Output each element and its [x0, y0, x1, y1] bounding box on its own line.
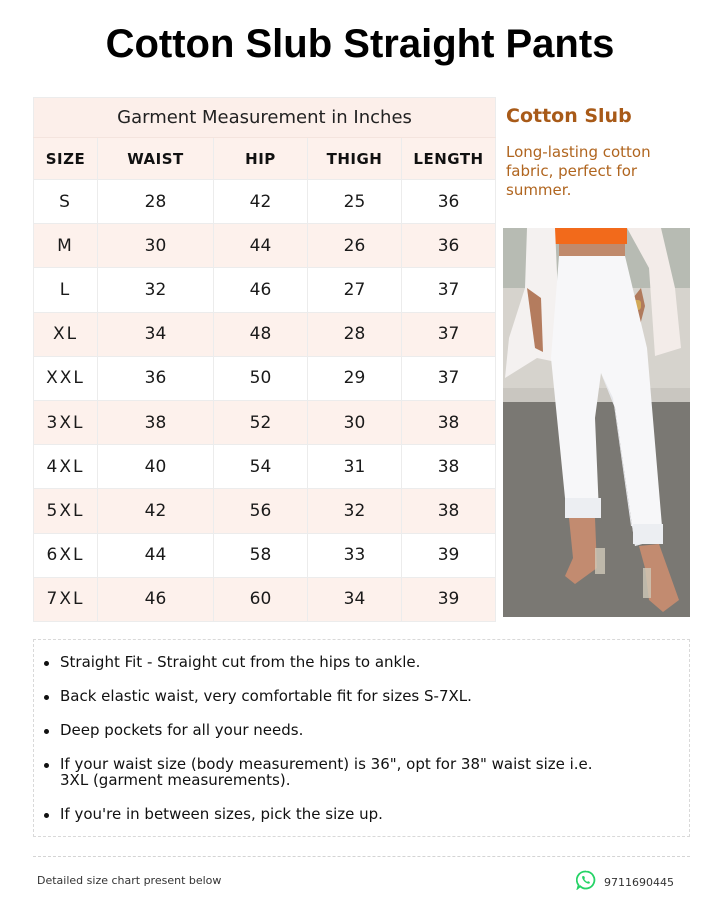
list-item: If your waist size (body measurement) is 36", opt for 38" waist size i.e. 3XL (garment measurements). [60, 756, 600, 788]
length-cell: 37 [402, 268, 496, 312]
length-cell: 39 [402, 533, 496, 577]
waist-cell: 38 [98, 400, 214, 444]
footer-divider [33, 856, 690, 857]
product-notes [33, 639, 690, 837]
table-row [34, 489, 496, 533]
hip-cell: 58 [214, 533, 308, 577]
hip-cell: 60 [214, 577, 308, 621]
thigh-cell: 33 [308, 533, 402, 577]
list-item: Deep pockets for all your needs. [60, 722, 620, 738]
hip-cell: 46 [214, 268, 308, 312]
length-cell: 38 [402, 400, 496, 444]
thigh-cell: 26 [308, 224, 402, 268]
fabric-description: Long-lasting cotton fabric, perfect for summer. [506, 143, 651, 199]
size-cell: XL [34, 312, 98, 356]
column-header-size: SIZE [34, 138, 98, 180]
length-cell: 39 [402, 577, 496, 621]
size-cell: 3XL [34, 400, 98, 444]
waist-cell: 32 [98, 268, 214, 312]
fabric-title: Cotton Slub [506, 105, 632, 127]
size-cell: M [34, 224, 98, 268]
table-row [34, 180, 496, 224]
phone-number: 9711690445 [604, 875, 674, 889]
thigh-cell: 34 [308, 577, 402, 621]
waist-cell: 46 [98, 577, 214, 621]
hip-cell: 50 [214, 356, 308, 400]
length-cell: 36 [402, 224, 496, 268]
column-header-thigh: THIGH [308, 138, 402, 180]
size-cell: 5XL [34, 489, 98, 533]
table-caption-row [34, 98, 496, 138]
hip-cell: 44 [214, 224, 308, 268]
length-cell: 37 [402, 356, 496, 400]
size-cell: 4XL [34, 445, 98, 489]
waist-cell: 30 [98, 224, 214, 268]
product-photo [503, 228, 690, 617]
table-caption: Garment Measurement in Inches [34, 98, 496, 138]
thigh-cell: 29 [308, 356, 402, 400]
size-cell: 6XL [34, 533, 98, 577]
notes-list [34, 640, 689, 822]
hip-cell: 54 [214, 445, 308, 489]
thigh-cell: 28 [308, 312, 402, 356]
length-cell: 38 [402, 489, 496, 533]
length-cell: 36 [402, 180, 496, 224]
table-row [34, 224, 496, 268]
waist-cell: 44 [98, 533, 214, 577]
column-header-length: LENGTH [402, 138, 496, 180]
column-header-waist: WAIST [98, 138, 214, 180]
table-row [34, 533, 496, 577]
list-item: Back elastic waist, very comfortable fit for sizes S-7XL. [60, 688, 620, 704]
whatsapp-icon [576, 870, 596, 894]
table-row [34, 400, 496, 444]
thigh-cell: 32 [308, 489, 402, 533]
hip-cell: 56 [214, 489, 308, 533]
thigh-cell: 27 [308, 268, 402, 312]
table-row [34, 312, 496, 356]
list-item: Straight Fit - Straight cut from the hips to ankle. [60, 654, 620, 670]
size-chart-note: Detailed size chart present below [37, 874, 222, 887]
whatsapp-contact[interactable] [576, 870, 674, 894]
thigh-cell: 25 [308, 180, 402, 224]
waist-cell: 40 [98, 445, 214, 489]
list-item: If you're in between sizes, pick the size up. [60, 806, 620, 822]
column-header-hip: HIP [214, 138, 308, 180]
waist-cell: 42 [98, 489, 214, 533]
waist-cell: 36 [98, 356, 214, 400]
size-cell: XXL [34, 356, 98, 400]
table-row [34, 577, 496, 621]
hip-cell: 48 [214, 312, 308, 356]
size-chart-table [33, 97, 496, 622]
size-cell: 7XL [34, 577, 98, 621]
table-row [34, 268, 496, 312]
hip-cell: 52 [214, 400, 308, 444]
thigh-cell: 30 [308, 400, 402, 444]
table-row [34, 445, 496, 489]
waist-cell: 34 [98, 312, 214, 356]
length-cell: 38 [402, 445, 496, 489]
size-cell: S [34, 180, 98, 224]
size-cell: L [34, 268, 98, 312]
hip-cell: 42 [214, 180, 308, 224]
length-cell: 37 [402, 312, 496, 356]
table-row [34, 356, 496, 400]
waist-cell: 28 [98, 180, 214, 224]
thigh-cell: 31 [308, 445, 402, 489]
page-title: Cotton Slub Straight Pants [105, 22, 615, 66]
table-header-row [34, 138, 496, 180]
